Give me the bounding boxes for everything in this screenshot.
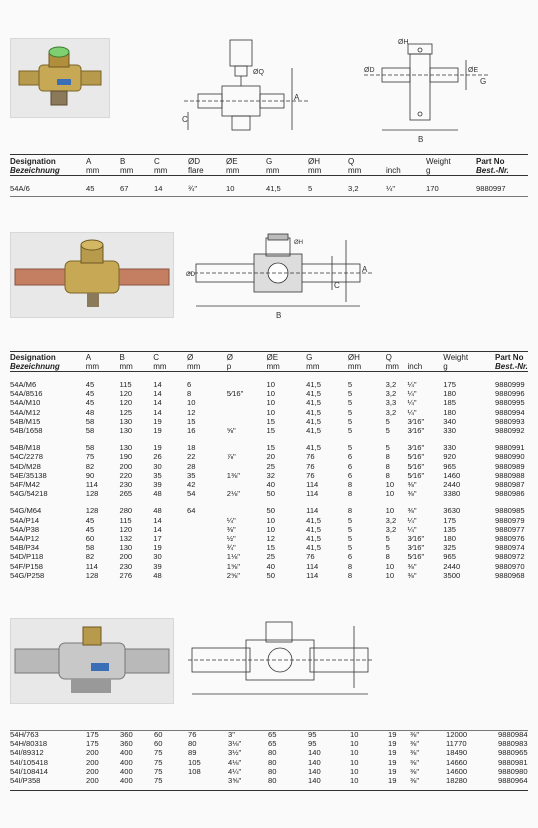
label-oq: ØQ xyxy=(253,69,264,76)
table1-subheader: Bezeichnung mm mm mm flare mm mm mm mm inch g Best.-Nr. xyxy=(10,166,509,175)
table-row: 54A/8516 45 120 14 8 5⁄16" 10 41,5 5 3,2 ¼" 180 9880996 xyxy=(10,389,525,399)
label-od-2: ØD xyxy=(186,272,195,278)
valve-flare-image xyxy=(11,39,109,117)
label-c: C xyxy=(182,115,188,124)
table-row: 54D/M28 82 200 30 28 25 76 6 8 5⁄16" 965 9880989 xyxy=(10,461,525,471)
label-b: B xyxy=(418,135,424,144)
col-weight: Weight xyxy=(426,157,451,166)
table-row: 54A/M10 45 120 14 10 10 41,5 5 3,3 ¼" 185 9880995 xyxy=(10,398,525,408)
table2-body xyxy=(10,372,528,581)
table3-bottom-rule xyxy=(10,790,528,791)
label-g: G xyxy=(480,77,487,86)
table2-subheader: Bezeichnung mm mm mm mm p mm mm mm mm inch g Best.-Nr. xyxy=(10,362,528,371)
table-row: 54E/35138 90 220 35 35 1⅜" 32 76 6 8 5⁄16" 1460 9880988 xyxy=(10,470,525,480)
valve-photo-flare xyxy=(10,38,110,118)
table-row: 54A/6 45 67 14 ¾" 10 41,5 5 3,2 ¼" 170 9880997 xyxy=(10,184,506,193)
table1-header xyxy=(10,157,528,166)
table-row: 54A/P14 45 115 14 ¼" 10 41,5 5 3,2 ¼" 175 9880979 xyxy=(10,515,525,525)
table3-body xyxy=(10,730,528,785)
col-part-no: Part No xyxy=(476,157,505,166)
spec-table-3 xyxy=(10,730,528,785)
col-c: C xyxy=(154,157,160,166)
table-row: 54I/89312 200 400 75 89 3½" 80 140 10 19 ⅜" 18490 9880965 xyxy=(10,748,528,758)
table-row: 54A/P38 45 120 14 ⅜" 10 41,5 5 3,2 ¼" 135 9880977 xyxy=(10,524,525,534)
label-oe: ØE xyxy=(468,67,479,74)
label-c-2: C xyxy=(334,281,340,290)
spec-table-2 xyxy=(10,353,528,580)
table-row: 54F/P158 114 230 39 1⅝" 40 114 8 10 ⅜" 2440 9880970 xyxy=(10,561,525,571)
valve-photo-ball-large xyxy=(10,618,174,704)
col-designation: Designation xyxy=(10,157,56,166)
table-row: 54H/80318 175 360 60 80 3⅛" 65 95 10 19 ⅜" 11770 9880983 xyxy=(10,739,528,749)
table2-top-rule xyxy=(10,351,528,352)
table-row: 54G/54218 128 265 48 54 2⅛" 50 114 8 10 ⅜" 3380 9880986 xyxy=(10,489,525,499)
valve-photo-solder xyxy=(10,232,174,318)
spec-table-1 xyxy=(10,157,528,193)
valve-drawing-side-1 xyxy=(180,38,320,146)
label-oh-2: ØH xyxy=(294,240,303,246)
table-row: 54G/P258 128 276 48 2⅝" 50 114 8 10 ⅜" 3500 9880968 xyxy=(10,570,525,580)
table-row: 54G/M64 128 280 48 64 50 114 8 10 ⅜" 3630 9880985 xyxy=(10,506,525,516)
table-row: 54A/M12 48 125 14 12 10 41,5 5 3,2 ¼" 180 9880994 xyxy=(10,407,525,417)
table-row: 54D/P118 82 200 30 1⅛" 25 76 6 8 5⁄16" 965 9880972 xyxy=(10,552,525,562)
col-e: ØE xyxy=(226,157,238,166)
table-row: 54I/108414 200 400 75 108 4¼" 80 140 10 19 ⅜" 14600 9880980 xyxy=(10,766,528,776)
table2-header: Designation A B C Ø Ø ØE G ØH Q Weight Part No xyxy=(10,353,524,362)
valve-drawing-section-2 xyxy=(186,232,376,326)
col-q: Q xyxy=(348,157,355,166)
label-a-2: A xyxy=(362,265,368,274)
valve-drawing-front-1 xyxy=(362,36,492,148)
table1-top-rule xyxy=(10,154,528,155)
table-row: 54I/P358 200 400 75 3⅝" 80 140 10 19 ⅜" 18280 9880964 xyxy=(10,776,528,786)
table-row: 54B/1658 58 130 19 16 ⅝" 15 41,5 5 5 3⁄16" 330 9880992 xyxy=(10,426,525,436)
col-h: ØH xyxy=(308,157,320,166)
col-g: G xyxy=(266,157,273,166)
label-a: A xyxy=(294,93,300,102)
table-row: 54C/2278 75 190 26 22 ⅞" 20 76 6 8 5⁄16" 920 9880990 xyxy=(10,452,525,462)
col-a: A xyxy=(86,157,92,166)
label-od: ØD xyxy=(364,67,375,74)
valve-drawing-section-3 xyxy=(186,618,376,708)
table-row: 54H/763 175 360 60 76 3" 65 95 10 19 ⅜" 12000 9880984 xyxy=(10,730,528,739)
label-oh: ØH xyxy=(398,39,409,46)
table-row: 54B/M18 58 130 19 18 15 41,5 5 5 3⁄16" 330 9880991 xyxy=(10,443,525,453)
table-row: 54A/P12 60 132 17 ½" 12 41,5 5 5 3⁄16" 180 9880976 xyxy=(10,534,525,544)
table1-bottom-rule xyxy=(10,196,528,197)
table-row: 54B/M15 58 130 19 15 15 41,5 5 5 3⁄16" 340 9880993 xyxy=(10,416,525,426)
table-row: 54A/M6 45 115 14 6 10 41,5 5 3,2 ¼" 175 9880999 xyxy=(10,380,525,389)
col-inch xyxy=(386,157,426,166)
col-b: B xyxy=(120,157,126,166)
table-row: 54F/M42 114 230 39 42 40 114 8 10 ⅜" 2440 9880987 xyxy=(10,480,525,490)
col-d: ØD xyxy=(188,157,200,166)
label-b-2: B xyxy=(276,311,282,320)
table-row: 54B/P34 58 130 19 ¾" 15 41,5 5 5 3⁄16" 325 9880974 xyxy=(10,543,525,553)
table-row: 54I/105418 200 400 75 105 4⅛" 80 140 10 19 ⅜" 14660 9880981 xyxy=(10,757,528,767)
